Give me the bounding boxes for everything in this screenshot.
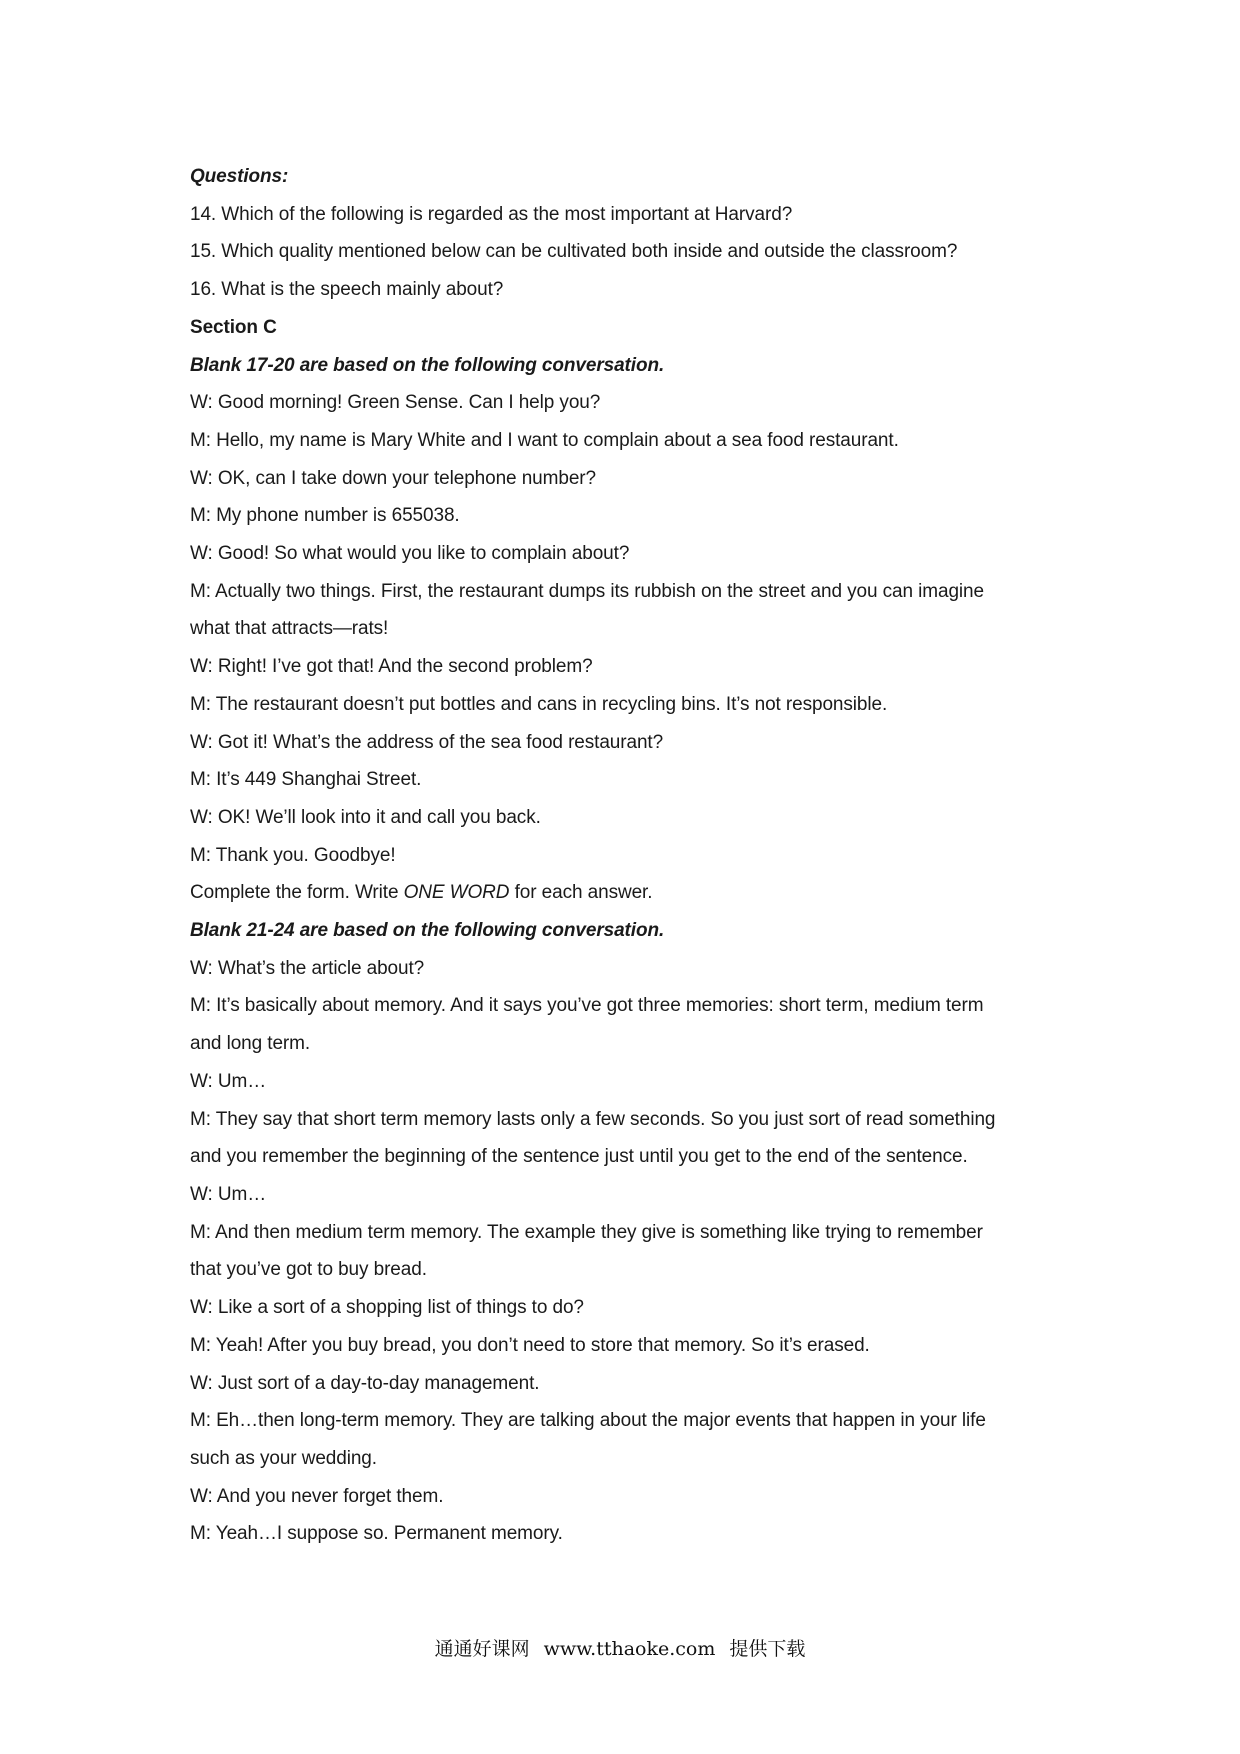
conversation-1-line: W: Right! I’ve got that! And the second problem? (190, 656, 593, 678)
conversation-2-line: W: Just sort of a day-to-day management. (190, 1372, 540, 1394)
conversation-2-line: W: What’s the article about? (190, 957, 425, 979)
form-instruction-post: for each answer. (509, 882, 653, 904)
conversation-1-line: M: Hello, my name is Mary White and I want to complain about a sea food restaurant. (190, 429, 899, 451)
conversation-2-line: M: Eh…then long-term memory. They are talking about the major events that happen in your life (190, 1410, 986, 1432)
question-16: 16. What is the speech mainly about? (190, 279, 504, 301)
conversation-1-line: W: Got it! What’s the address of the sea food restaurant? (190, 731, 664, 753)
conversation-1-line: M: My phone number is 655038. (190, 505, 460, 527)
footer-url[interactable]: www.tthaoke.com (543, 1638, 716, 1660)
conversation-2-line: M: And then medium term memory. The example they give is something like trying to remember (190, 1221, 983, 1243)
conversation-1-line: M: It’s 449 Shanghai Street. (190, 769, 422, 791)
conversation-1-line: M: Actually two things. First, the restaurant dumps its rubbish on the street and you can imagine (190, 580, 984, 602)
conversation-2-line: M: They say that short term memory lasts only a few seconds. So you just sort of read something (190, 1108, 996, 1130)
conversation-2-line: M: It’s basically about memory. And it says you’ve got three memories: short term, medium term (190, 995, 984, 1017)
document-body (190, 158, 1070, 1553)
conversation-2-line: such as your wedding. (190, 1447, 377, 1469)
form-instruction-pre: Complete the form. Write (190, 882, 404, 904)
form-instruction-emphasis: ONE WORD (403, 882, 510, 904)
conversation-2-line: W: Um… (190, 1183, 267, 1205)
conversation-1-heading: Blank 17-20 are based on the following conversation. (190, 354, 665, 376)
conversation-2-line: and long term. (190, 1033, 311, 1055)
conversation-1-line: W: OK! We’ll look into it and call you back. (190, 806, 541, 828)
conversation-1-line: W: OK, can I take down your telephone number? (190, 467, 596, 489)
conversation-2-heading: Blank 21-24 are based on the following conversation. (190, 920, 665, 942)
footer-site-name: 通通好课网 (434, 1638, 530, 1660)
conversation-2-line: M: Yeah! After you buy bread, you don’t need to store that memory. So it’s erased. (190, 1334, 870, 1356)
question-15: 15. Which quality mentioned below can be cultivated both inside and outside the classroom? (190, 241, 958, 263)
conversation-2-line: W: And you never forget them. (190, 1485, 444, 1507)
conversation-2-line: W: Um… (190, 1070, 267, 1092)
question-14: 14. Which of the following is regarded as the most important at Harvard? (190, 203, 793, 225)
conversation-1-line: what that attracts—rats! (190, 618, 389, 640)
conversation-1-line: W: Good morning! Green Sense. Can I help you? (190, 392, 601, 414)
form-instruction (190, 874, 1070, 912)
conversation-1-line: W: Good! So what would you like to complain about? (190, 543, 630, 565)
conversation-2-line: that you’ve got to buy bread. (190, 1259, 427, 1281)
questions-heading: Questions: (190, 166, 289, 187)
conversation-1-line: M: Thank you. Goodbye! (190, 844, 396, 866)
conversation-1-line: M: The restaurant doesn’t put bottles and cans in recycling bins. It’s not responsible. (190, 693, 888, 715)
footer-suffix: 提供下载 (729, 1638, 806, 1660)
section-c-heading: Section C (190, 316, 277, 338)
page-footer (0, 1634, 1240, 1661)
conversation-2-line: W: Like a sort of a shopping list of things to do? (190, 1297, 584, 1319)
conversation-2-line: M: Yeah…I suppose so. Permanent memory. (190, 1523, 563, 1545)
conversation-2-line: and you remember the beginning of the sentence just until you get to the end of the sentence. (190, 1146, 968, 1168)
